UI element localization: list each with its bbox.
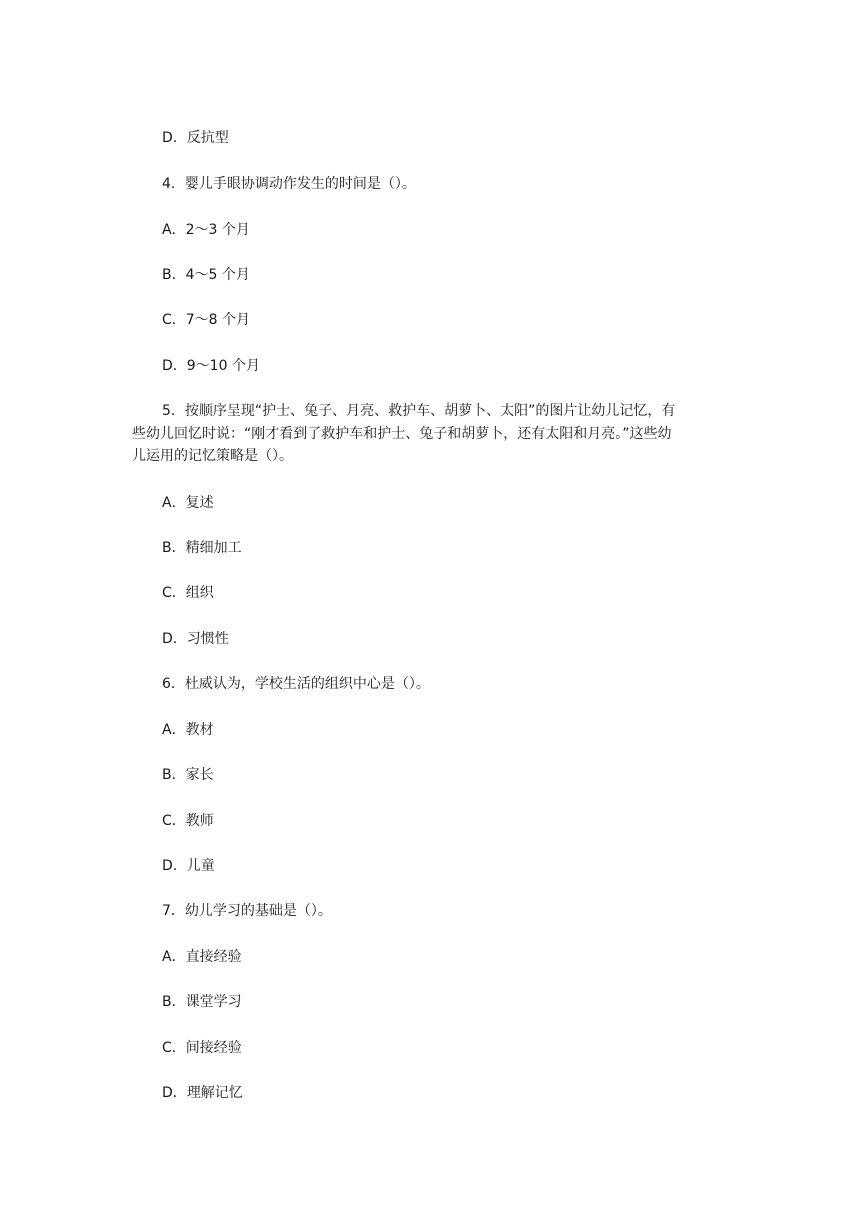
option-c-q4: C．7～8 个月 — [162, 312, 251, 328]
option-b-q6: B．家长 — [162, 767, 214, 783]
option-a-q7: A．直接经验 — [162, 949, 242, 965]
question-6: 6．杜威认为，学校生活的组织中心是（）。 — [162, 676, 430, 692]
option-d-q5: D．习惯性 — [162, 631, 229, 647]
question-5-line-3: 儿运用的记忆策略是（）。 — [132, 448, 293, 464]
question-5-line-1: 5．按顺序呈现“护士、兔子、月亮、救护车、胡萝卜、太阳”的图片让幼儿记忆，有 — [162, 403, 676, 419]
question-5-line-2: 些幼儿回忆时说：“刚才看到了救护车和护士、兔子和胡萝卜，还有太阳和月亮。”这些幼 — [132, 425, 672, 442]
option-a-q4: A．2～3 个月 — [162, 222, 250, 238]
option-c-q7: C．间接经验 — [162, 1040, 242, 1056]
question-4: 4．婴儿手眼协调动作发生的时间是（）。 — [162, 176, 416, 192]
option-a-q5: A．复述 — [162, 495, 214, 511]
option-d-q7: D．理解记忆 — [162, 1085, 243, 1101]
option-b-q7: B．课堂学习 — [162, 994, 242, 1010]
option-a-q6: A．教材 — [162, 722, 214, 738]
option-d-q3: D．反抗型 — [162, 130, 229, 146]
question-7: 7．幼儿学习的基础是（）。 — [162, 903, 332, 919]
option-b-q4: B．4～5 个月 — [162, 267, 250, 283]
option-d-q4: D．9～10 个月 — [162, 358, 260, 374]
option-c-q6: C．教师 — [162, 813, 214, 829]
option-d-q6: D．儿童 — [162, 858, 215, 874]
option-c-q5: C．组织 — [162, 585, 214, 601]
question-5 — [132, 400, 742, 468]
option-b-q5: B．精细加工 — [162, 540, 242, 556]
